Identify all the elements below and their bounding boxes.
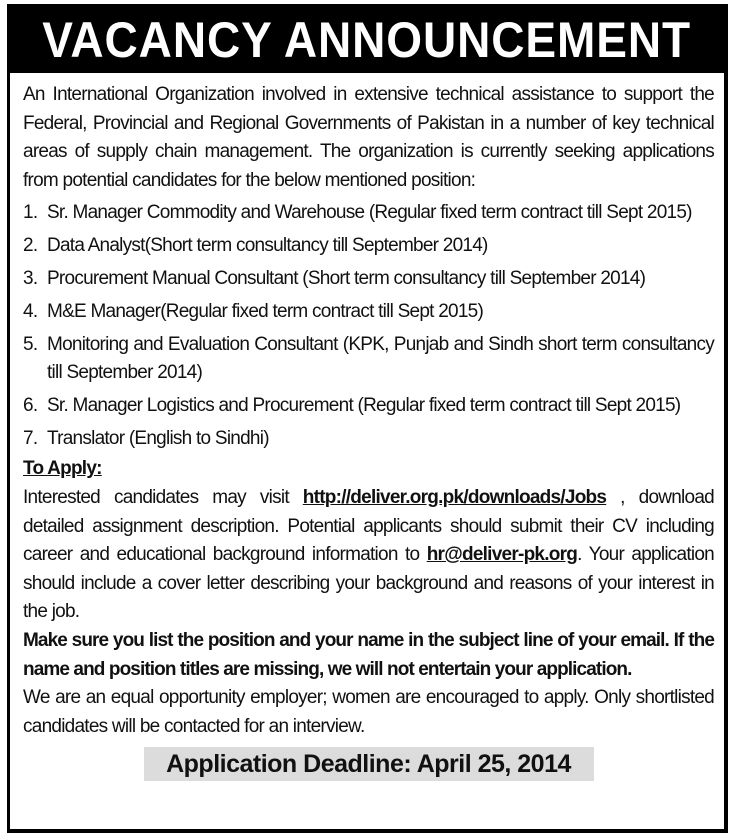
apply-text: , download detailed assignment description. Potential applicants should submit their CV including career and educational background information to xyxy=(23,486,714,566)
position-text: Sr. Manager Commodity and Warehouse (Regular fixed term contract till Sept 2015) xyxy=(47,202,692,224)
position-item xyxy=(23,331,714,387)
position-text: Monitoring and Evaluation Consultant (KPK, Punjab and Sindh short term consultancy till September 2014) xyxy=(47,334,714,384)
position-text: Data Analyst(Short term consultancy till September 2014) xyxy=(47,235,488,257)
position-number: 6. xyxy=(23,395,38,417)
ad-body xyxy=(10,73,724,781)
position-item xyxy=(23,425,714,453)
apply-text: Interested candidates may visit xyxy=(23,486,303,508)
apply-paragraph xyxy=(23,484,714,627)
intro-paragraph: An International Organization involved in extensive technical assistance to support the Federal, Provincial and Regional Governments of Pakistan in a number of key technical areas of supply chain management. The organization is currently seeking applications from potential candidates for the below mentioned position: xyxy=(23,84,714,191)
page-title: VACANCY ANNOUNCEMENT xyxy=(42,12,692,68)
position-number: 4. xyxy=(23,301,38,323)
jobs-link[interactable]: http://deliver.org.pk/downloads/Jobs xyxy=(302,486,607,508)
position-text: Translator (English to Sindhi) xyxy=(47,428,269,450)
position-text: Procurement Manual Consultant (Short term consultancy till September 2014) xyxy=(47,268,646,290)
position-text: Sr. Manager Logistics and Procurement (Regular fixed term contract till Sept 2015) xyxy=(47,395,681,417)
position-number: 3. xyxy=(23,268,38,290)
to-apply-heading: To Apply: xyxy=(23,458,102,480)
advertisement-frame xyxy=(7,4,728,833)
equal-opportunity-statement: We are an equal opportunity employer; women are encouraged to apply. Only shortlisted candidates will be contacted for an interview. xyxy=(23,687,714,737)
position-item xyxy=(23,232,714,260)
application-deadline: Application Deadline: April 25, 2014 xyxy=(144,747,594,781)
subject-line-notice: Make sure you list the position and your name in the subject line of your email. If the name and position titles are missing, we will not entertain your application. xyxy=(23,629,714,680)
position-item xyxy=(23,298,714,326)
email-link[interactable]: hr@deliver-pk.org xyxy=(426,544,578,566)
position-number: 1. xyxy=(23,202,38,224)
position-item xyxy=(23,392,714,420)
positions-list xyxy=(23,199,714,453)
position-item xyxy=(23,199,714,227)
header-banner xyxy=(10,7,724,73)
position-number: 7. xyxy=(23,428,38,450)
apply-text: . Your application should include a cover letter describing your background and reasons of your interest in the job. xyxy=(23,544,714,623)
position-item xyxy=(23,265,714,293)
position-text: M&E Manager(Regular fixed term contract till Sept 2015) xyxy=(47,301,484,323)
position-number: 5. xyxy=(23,334,38,356)
position-number: 2. xyxy=(23,235,38,257)
